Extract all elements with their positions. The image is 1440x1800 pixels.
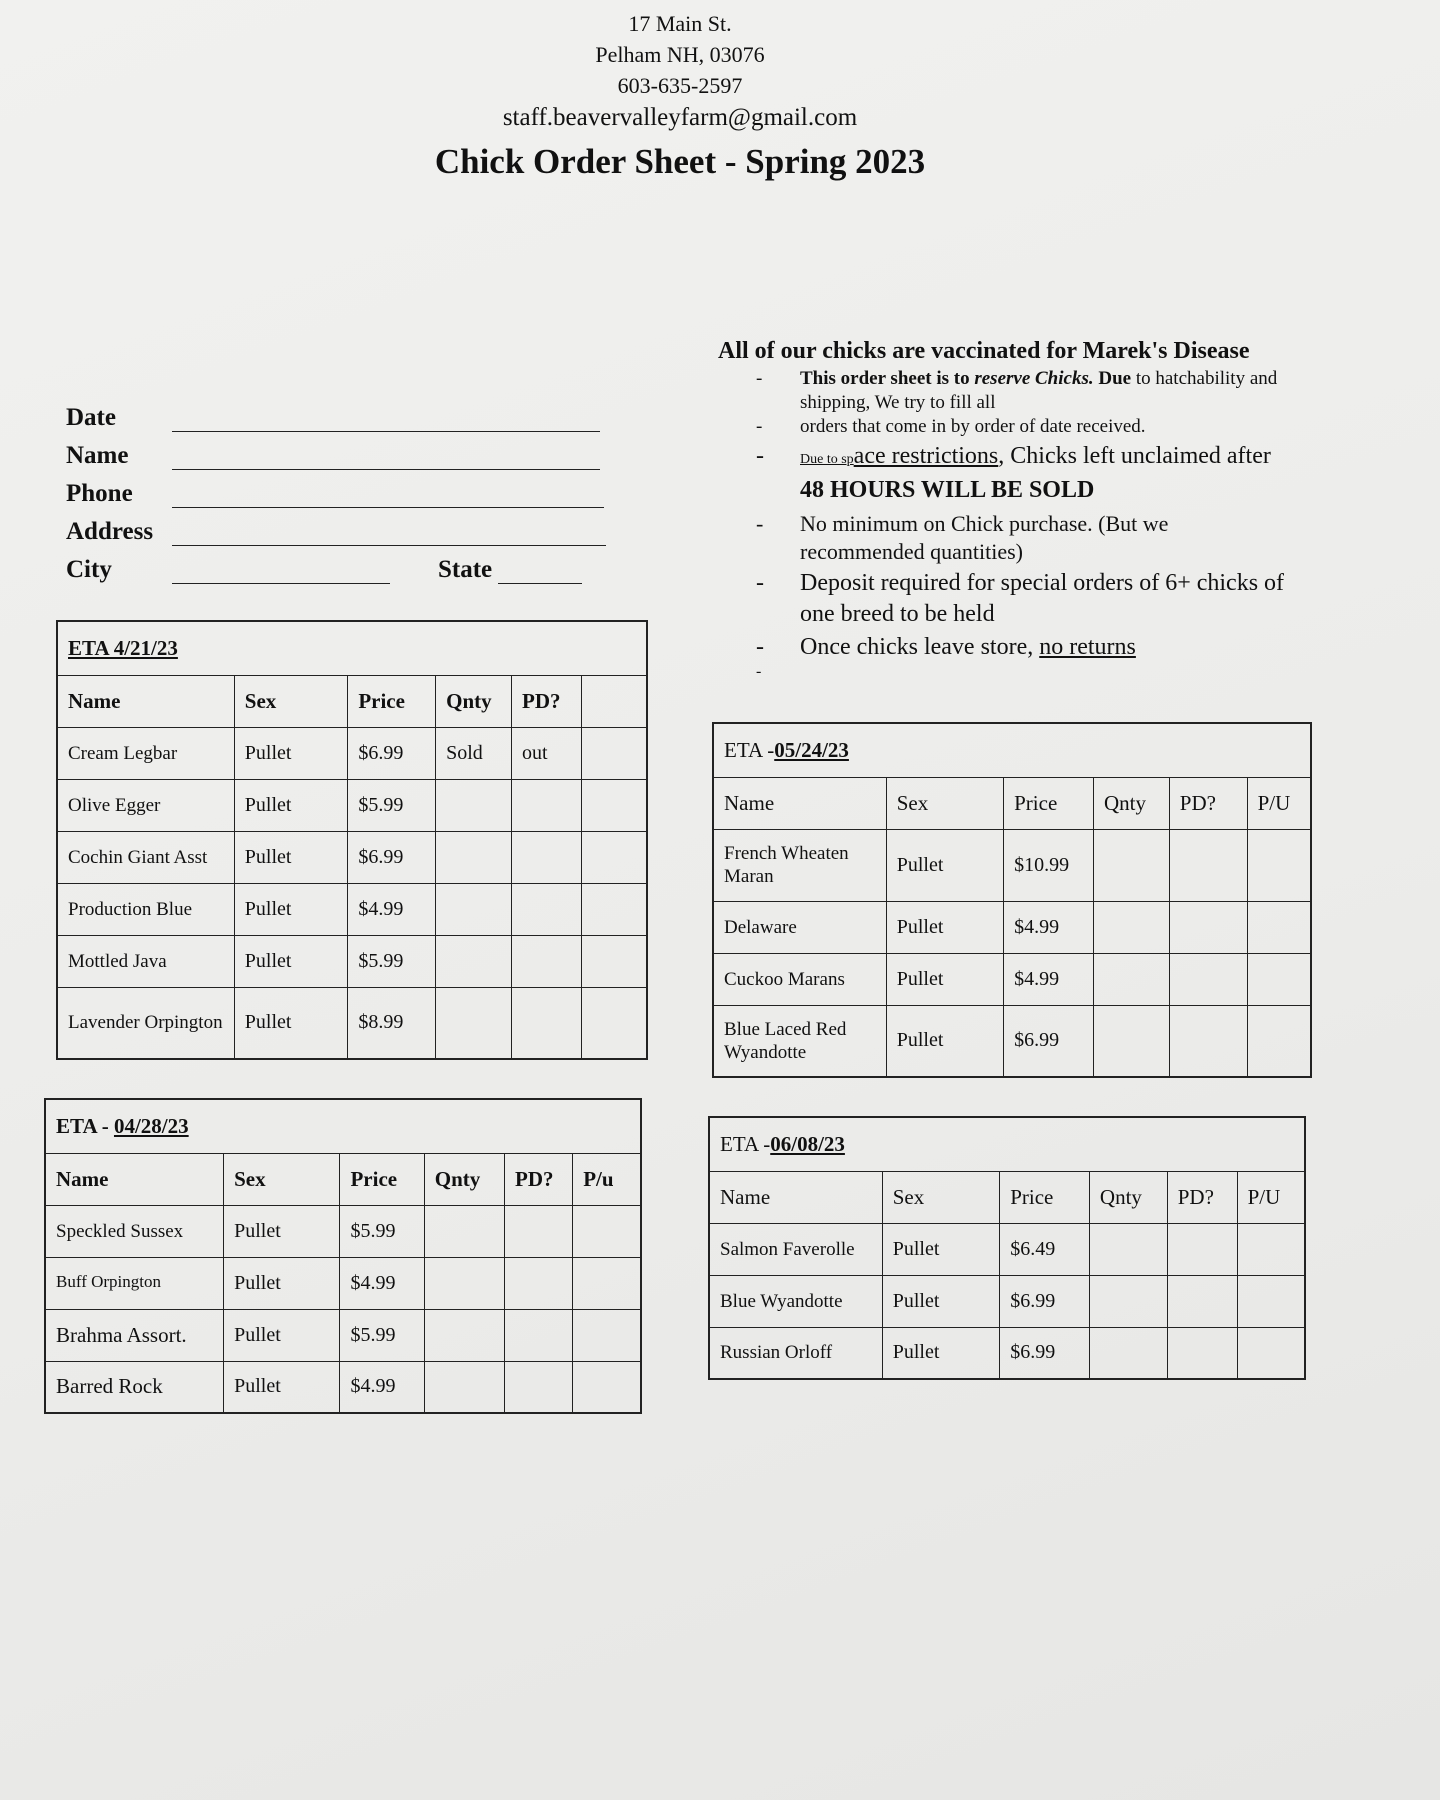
- table-eta-row: [45, 1099, 641, 1153]
- col-header-pu: P/U: [1237, 1171, 1305, 1223]
- pd-cell[interactable]: [1167, 1223, 1237, 1275]
- table-header-row: [57, 675, 647, 727]
- breed-price: $5.99: [348, 779, 436, 831]
- breed-name: Delaware: [713, 901, 886, 953]
- email-address: staff.beavervalleyfarm@gmail.com: [502, 104, 858, 131]
- breed-sex: Pullet: [234, 831, 348, 883]
- note-order-date: [718, 415, 1298, 439]
- breed-price: $10.99: [1004, 829, 1094, 901]
- col-header-pu: [581, 675, 647, 727]
- pu-cell[interactable]: [1237, 1327, 1305, 1379]
- note-order-date-text: orders that come in by order of date received.: [800, 416, 1146, 437]
- breed-name: Production Blue: [57, 883, 234, 935]
- pd-cell[interactable]: [1169, 901, 1247, 953]
- policy-notes: [718, 338, 1298, 693]
- table-eta-row: [57, 621, 647, 675]
- breed-name: Olive Egger: [57, 779, 234, 831]
- qnty-cell[interactable]: [436, 935, 512, 987]
- breed-sex: Pullet: [234, 987, 348, 1059]
- table-header-row: [713, 777, 1311, 829]
- qnty-cell[interactable]: [1093, 1005, 1169, 1077]
- city-state-zip: Pelham NH, 03076: [595, 42, 765, 67]
- qnty-cell[interactable]: Sold: [436, 727, 512, 779]
- table-header-row: [45, 1153, 641, 1205]
- table-row: [57, 779, 647, 831]
- breed-name: Barred Rock: [45, 1361, 224, 1413]
- breed-sex: Pullet: [886, 901, 1003, 953]
- table-row: [709, 1275, 1305, 1327]
- dash-bullet: -: [756, 634, 764, 660]
- customer-info-form: [66, 394, 626, 584]
- name-label: Name: [66, 442, 129, 469]
- breed-name: Russian Orloff: [709, 1327, 882, 1379]
- table-row: [713, 953, 1311, 1005]
- notes-list: [718, 367, 1298, 693]
- pd-cell[interactable]: [1167, 1275, 1237, 1327]
- phone-row: [66, 470, 626, 508]
- note-deposit: [718, 568, 1298, 630]
- breed-price: $6.99: [1000, 1327, 1090, 1379]
- table-row: [709, 1223, 1305, 1275]
- phone-label: Phone: [66, 480, 133, 507]
- qnty-cell[interactable]: [436, 883, 512, 935]
- eta-date: 06/08/23: [770, 1131, 845, 1156]
- note-reserve: [718, 367, 1298, 415]
- breed-price: $4.99: [340, 1361, 424, 1413]
- col-header-price: Price: [340, 1153, 424, 1205]
- page-title: Chick Order Sheet - Spring 2023: [434, 142, 926, 181]
- breed-sex: Pullet: [224, 1257, 340, 1309]
- dash-bullet: -: [756, 663, 762, 680]
- order-table-eta-4-21: [56, 620, 648, 1060]
- eta-date: 04/28/23: [113, 1113, 189, 1138]
- col-header-pu: P/U: [1247, 777, 1311, 829]
- col-header-name: Name: [45, 1153, 224, 1205]
- col-header-price: Price: [1004, 777, 1094, 829]
- breed-sex: Pullet: [882, 1275, 999, 1327]
- pu-cell[interactable]: [581, 779, 647, 831]
- pu-cell[interactable]: [1247, 829, 1311, 901]
- table-eta-row: [713, 723, 1311, 777]
- breed-price: $6.99: [1004, 1005, 1094, 1077]
- pu-cell[interactable]: [581, 727, 647, 779]
- table-row: [57, 831, 647, 883]
- breed-name: Blue Laced Red Wyandotte: [713, 1005, 886, 1077]
- letterhead: [0, 8, 1360, 185]
- breed-name: Cream Legbar: [57, 727, 234, 779]
- pd-cell[interactable]: [1169, 1005, 1247, 1077]
- breed-sex: Pullet: [234, 779, 348, 831]
- pd-cell[interactable]: out: [512, 727, 582, 779]
- street-address: 17 Main St.: [628, 11, 732, 36]
- breed-sex: Pullet: [234, 727, 348, 779]
- qnty-cell[interactable]: [436, 779, 512, 831]
- col-header-name: Name: [57, 675, 234, 727]
- note-reserve-text-d: to hatchability and shipping, We try to fill all: [800, 368, 1278, 413]
- pu-cell[interactable]: [1247, 901, 1311, 953]
- phone-field[interactable]: [172, 488, 604, 508]
- breed-sex: Pullet: [886, 1005, 1003, 1077]
- breed-name: Blue Wyandotte: [709, 1275, 882, 1327]
- breed-sex: Pullet: [234, 883, 348, 935]
- note-space: [718, 441, 1298, 506]
- address-row: [66, 508, 626, 546]
- breed-price: $5.99: [340, 1205, 424, 1257]
- qnty-cell[interactable]: [1089, 1275, 1167, 1327]
- pd-cell[interactable]: [1169, 829, 1247, 901]
- pu-cell[interactable]: [1247, 953, 1311, 1005]
- col-header-pd: PD?: [512, 675, 582, 727]
- date-row: [66, 394, 626, 432]
- note-returns-underlined: no returns: [1039, 634, 1136, 660]
- city-state-row: [66, 546, 626, 584]
- qnty-cell[interactable]: [1093, 953, 1169, 1005]
- table-row: [45, 1257, 641, 1309]
- note-space-underlined: ace restrictions: [853, 443, 999, 469]
- eta-prefix: ETA -: [724, 737, 775, 762]
- qnty-cell[interactable]: [436, 831, 512, 883]
- pu-cell[interactable]: [573, 1205, 641, 1257]
- pd-cell[interactable]: [505, 1257, 573, 1309]
- breed-name: Lavender Orpington: [57, 987, 234, 1059]
- qnty-cell[interactable]: [424, 1361, 504, 1413]
- table-row: [713, 829, 1311, 901]
- pu-cell[interactable]: [1237, 1223, 1305, 1275]
- note-minimum-text: No minimum on Chick purchase. (But we recommended quantities): [800, 511, 1169, 564]
- breed-price: $5.99: [340, 1309, 424, 1361]
- phone-number: 603-635-2597: [617, 73, 743, 98]
- breed-price: $4.99: [340, 1257, 424, 1309]
- breed-sex: Pullet: [224, 1309, 340, 1361]
- breed-price: $4.99: [1004, 901, 1094, 953]
- table-row: [45, 1309, 641, 1361]
- note-reserve-text-b: reserve Chicks.: [974, 368, 1094, 389]
- col-header-pu: P/u: [573, 1153, 641, 1205]
- pd-cell[interactable]: [512, 987, 582, 1059]
- table-row: [709, 1327, 1305, 1379]
- note-space-text: , Chicks left unclaimed after: [998, 443, 1271, 469]
- note-space-bold: 48 HOURS WILL BE SOLD: [800, 477, 1095, 503]
- pd-cell[interactable]: [505, 1205, 573, 1257]
- pd-cell[interactable]: [512, 883, 582, 935]
- breed-sex: Pullet: [882, 1223, 999, 1275]
- qnty-cell[interactable]: [1089, 1327, 1167, 1379]
- breed-name: Speckled Sussex: [45, 1205, 224, 1257]
- breed-price: $8.99: [348, 987, 436, 1059]
- pd-cell[interactable]: [505, 1361, 573, 1413]
- col-header-pd: PD?: [505, 1153, 573, 1205]
- pd-cell[interactable]: [512, 935, 582, 987]
- pd-cell[interactable]: [505, 1309, 573, 1361]
- note-reserve-text-c: Due: [1093, 368, 1132, 389]
- col-header-qnty: Qnty: [1093, 777, 1169, 829]
- table-row: [57, 987, 647, 1059]
- table-row: [45, 1361, 641, 1413]
- col-header-pd: PD?: [1169, 777, 1247, 829]
- pu-cell[interactable]: [1237, 1275, 1305, 1327]
- dash-bullet: -: [756, 443, 764, 469]
- table-row: [713, 901, 1311, 953]
- col-header-sex: Sex: [224, 1153, 340, 1205]
- pd-cell[interactable]: [512, 831, 582, 883]
- col-header-sex: Sex: [886, 777, 1003, 829]
- eta-prefix: ETA -: [56, 1113, 114, 1138]
- breed-name: Buff Orpington: [45, 1257, 224, 1309]
- col-header-price: Price: [348, 675, 436, 727]
- breed-name: Brahma Assort.: [45, 1309, 224, 1361]
- breed-price: $6.49: [1000, 1223, 1090, 1275]
- note-returns-text: Once chicks leave store,: [800, 634, 1040, 660]
- state-label: State: [438, 556, 493, 583]
- breed-sex: Pullet: [224, 1205, 340, 1257]
- address-field[interactable]: [172, 526, 606, 546]
- dash-bullet: -: [756, 511, 764, 536]
- breed-price: $4.99: [1004, 953, 1094, 1005]
- col-header-qnty: Qnty: [436, 675, 512, 727]
- qnty-cell[interactable]: [436, 987, 512, 1059]
- table-row: [57, 727, 647, 779]
- dash-bullet: -: [756, 570, 764, 596]
- table-row: [45, 1205, 641, 1257]
- pu-cell[interactable]: [581, 987, 647, 1059]
- pu-cell[interactable]: [581, 935, 647, 987]
- date-field[interactable]: [172, 412, 600, 432]
- qnty-cell[interactable]: [424, 1309, 504, 1361]
- table-row: [57, 883, 647, 935]
- breed-name: French Wheaten Maran: [713, 829, 886, 901]
- qnty-cell[interactable]: [424, 1205, 504, 1257]
- notes-heading: All of our chicks are vaccinated for Marek's Disease: [718, 338, 1250, 364]
- address-label: Address: [66, 518, 154, 545]
- breed-name: Cuckoo Marans: [713, 953, 886, 1005]
- breed-price: $5.99: [348, 935, 436, 987]
- pd-cell[interactable]: [512, 779, 582, 831]
- pd-cell[interactable]: [1169, 953, 1247, 1005]
- breed-sex: Pullet: [886, 953, 1003, 1005]
- eta-date: 05/24/23: [774, 737, 849, 762]
- date-label: Date: [66, 404, 116, 431]
- col-header-sex: Sex: [234, 675, 348, 727]
- breed-price: $6.99: [348, 727, 436, 779]
- pu-cell[interactable]: [581, 883, 647, 935]
- breed-sex: Pullet: [234, 935, 348, 987]
- qnty-cell[interactable]: [1089, 1223, 1167, 1275]
- table-header-row: [709, 1171, 1305, 1223]
- pd-cell[interactable]: [1167, 1327, 1237, 1379]
- breed-name: Mottled Java: [57, 935, 234, 987]
- pu-cell[interactable]: [1247, 1005, 1311, 1077]
- state-field[interactable]: [498, 564, 582, 584]
- col-header-qnty: Qnty: [1089, 1171, 1167, 1223]
- city-label: City: [66, 556, 112, 583]
- order-table-eta-06-08: [708, 1116, 1306, 1380]
- eta-prefix: ETA -: [720, 1131, 771, 1156]
- pu-cell[interactable]: [573, 1361, 641, 1413]
- note-returns: [718, 632, 1298, 663]
- table-eta-row: [709, 1117, 1305, 1171]
- breed-name: Cochin Giant Asst: [57, 831, 234, 883]
- qnty-cell[interactable]: [1093, 829, 1169, 901]
- order-table-eta-05-24: [712, 722, 1312, 1078]
- breed-price: $4.99: [348, 883, 436, 935]
- name-row: [66, 432, 626, 470]
- col-header-name: Name: [709, 1171, 882, 1223]
- pu-cell[interactable]: [581, 831, 647, 883]
- col-header-qnty: Qnty: [424, 1153, 504, 1205]
- dash-bullet: -: [756, 416, 763, 437]
- note-empty: [718, 663, 1298, 693]
- order-table-eta-04-28: [44, 1098, 642, 1414]
- eta-date: ETA 4/21/23: [68, 635, 178, 660]
- city-field[interactable]: [172, 564, 390, 584]
- breed-sex: Pullet: [886, 829, 1003, 901]
- col-header-pd: PD?: [1167, 1171, 1237, 1223]
- table-row: [57, 935, 647, 987]
- note-reserve-text-a: This order sheet is to: [800, 368, 975, 389]
- breed-sex: Pullet: [224, 1361, 340, 1413]
- col-header-sex: Sex: [882, 1171, 999, 1223]
- note-space-small: Due to sp: [800, 452, 854, 467]
- pu-cell[interactable]: [573, 1257, 641, 1309]
- breed-price: $6.99: [1000, 1275, 1090, 1327]
- col-header-price: Price: [1000, 1171, 1090, 1223]
- col-header-name: Name: [713, 777, 886, 829]
- note-deposit-text: Deposit required for special orders of 6+ chicks of one breed to be held: [800, 570, 1285, 627]
- qnty-cell[interactable]: [1093, 901, 1169, 953]
- pu-cell[interactable]: [573, 1309, 641, 1361]
- breed-price: $6.99: [348, 831, 436, 883]
- table-row: [713, 1005, 1311, 1077]
- dash-bullet: -: [756, 368, 763, 389]
- breed-name: Salmon Faverolle: [709, 1223, 882, 1275]
- qnty-cell[interactable]: [424, 1257, 504, 1309]
- breed-sex: Pullet: [882, 1327, 999, 1379]
- note-minimum: [718, 510, 1298, 566]
- name-field[interactable]: [172, 450, 600, 470]
